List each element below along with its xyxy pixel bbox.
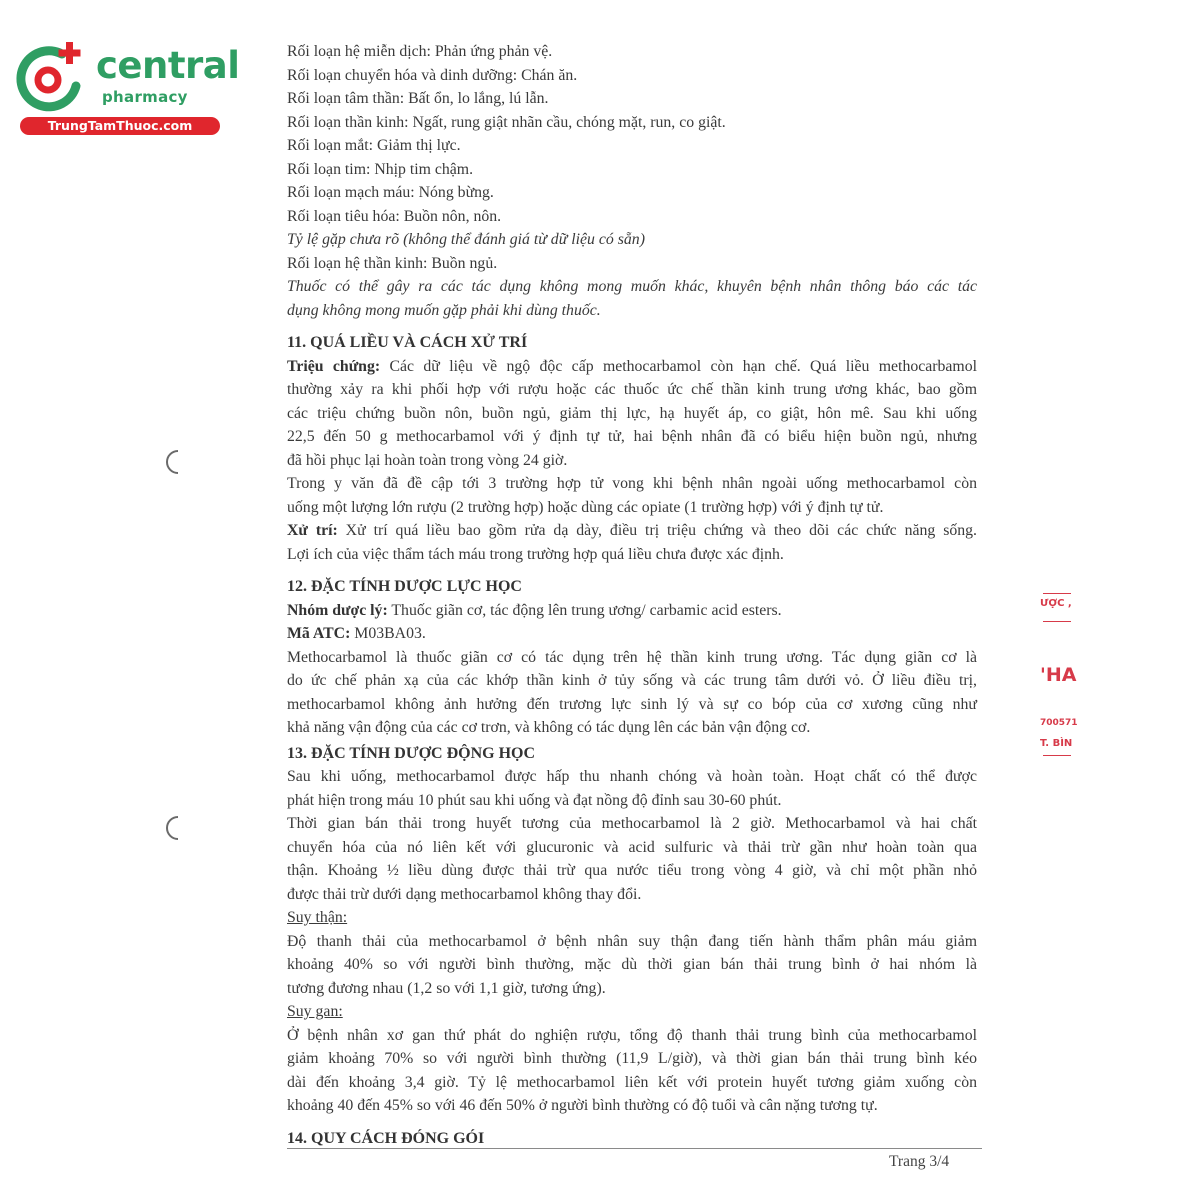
text-line: dài đến khoảng 3,4 giờ. Tỷ lệ methocarbamol liên kết với protein huyết tương giảm xuống còn	[287, 1073, 977, 1091]
punch-hole-mark-icon	[160, 814, 182, 842]
text-line: methocarbamol không ảnh hưởng đến trương lực sinh lý và sự co bóp của cơ xương cũng như	[287, 695, 977, 713]
subheading-renal-impairment: Suy thận:	[287, 909, 348, 926]
subheading-hepatic-impairment: Suy gan:	[287, 1003, 343, 1020]
text-line: Rối loạn tiêu hóa: Buồn nôn, nôn.	[287, 207, 502, 225]
text-line: Ở bệnh nhân xơ gan thứ phát do nghiện rượu, tổng độ thanh thải trung bình của methocarbamol	[287, 1026, 977, 1044]
stamp-fragment: 'HA	[1040, 664, 1077, 686]
text-line: Độ thanh thải của methocarbamol ở bệnh nhân suy thận đang tiến hành thẩm phân máu giảm	[287, 932, 977, 950]
text-line-italic: dụng không mong muốn gặp phải khi dùng thuốc.	[287, 301, 601, 319]
section-heading-overdose: 11. QUÁ LIỀU VÀ CÁCH XỬ TRÍ	[287, 334, 528, 351]
brand-logo	[10, 38, 240, 138]
text-line: Methocarbamol là thuốc giãn cơ có tác dụng trên hệ thần kinh trung ương. Tác dụng giãn cơ là	[287, 648, 977, 666]
label-symptoms: Triệu chứng:	[287, 357, 381, 375]
text-line: uống một lượng lớn rượu (2 trường hợp) hoặc dùng các opiate (1 trường hợp) với ý định tự tử.	[287, 498, 884, 516]
text-line: Rối loạn hệ miễn dịch: Phản ứng phản vệ.	[287, 43, 553, 60]
text-line: do ức chế phản xạ của các khớp thần kinh ở tủy sống và các trung tâm dưới vỏ. Ở liều điều trị,	[287, 672, 977, 689]
text-line: Xử trí: Xử trí quá liều bao gồm rửa dạ dày, điều trị triệu chứng và theo dõi các chức năng sống.	[287, 522, 977, 539]
pharmacy-cross-logo-icon	[10, 38, 90, 118]
text-line: thận. Khoảng ½ liều dùng được thải trừ qua nước tiểu trong vòng 4 giờ, và chỉ một phần nhỏ	[287, 862, 977, 879]
text-line: Rối loạn mắt: Giảm thị lực.	[287, 137, 461, 154]
text-line: tương đương nhau (1,2 so với 1,1 giờ, tương ứng).	[287, 979, 606, 997]
stamp-line	[1043, 621, 1071, 622]
text-line: Trong y văn đã đề cập tới 3 trường hợp tử vong khi bệnh nhân ngoài uống methocarbamol còn	[287, 475, 977, 492]
text-line: phát hiện trong máu 10 phút sau khi uống và đạt nồng độ đỉnh sau 30-60 phút.	[287, 791, 782, 809]
text-line: khả năng vận động của các cơ trơn, và không có tác dụng lên các bản vận động cơ.	[287, 719, 811, 736]
text-line: Thời gian bán thải trong huyết tương của methocarbamol là 2 giờ. Methocarbamol và hai chất	[287, 815, 977, 832]
text-line: được thải trừ dưới dạng methocarbamol không thay đổi.	[287, 885, 642, 903]
section-heading-pharmacodynamics: 12. ĐẶC TÍNH DƯỢC LỰC HỌC	[287, 578, 522, 595]
text-line: Rối loạn thần kinh: Ngất, rung giật nhãn cầu, chóng mặt, run, co giật.	[287, 113, 726, 131]
text-line: thường xảy ra khi phối hợp với rượu hoặc các thuốc ức chế thần kinh trung ương khác, bao gồm	[287, 381, 977, 398]
stamp-fragment: 700571	[1040, 718, 1078, 728]
text-line-italic: Tỷ lệ gặp chưa rõ (không thể đánh giá từ dữ liệu có sẵn)	[287, 231, 645, 248]
label-treatment: Xử trí:	[287, 522, 338, 539]
text-line: khoảng 40% so với người bình thường, mặc dù thời gian bán thải trung bình ở hai nhóm là	[287, 956, 977, 973]
stamp-line	[1043, 755, 1071, 756]
text-line: Rối loạn hệ thần kinh: Buồn ngủ.	[287, 254, 498, 272]
brand-name: central	[96, 44, 240, 87]
brand-url: TrungTamThuoc.com	[20, 117, 220, 135]
text-line: giảm khoảng 70% so với người bình thường (11,9 L/giờ), và thời gian bán thải trung bình kéo	[287, 1050, 977, 1067]
text-line: Mã ATC: M03BA03.	[287, 625, 426, 642]
text-line: chuyển hóa của nó liên kết với glucuronic và acid sulfuric và thải trừ gần như hoàn toàn qua	[287, 838, 977, 856]
stamp-fragment: ƯỢC ,	[1040, 598, 1072, 609]
punch-hole-mark-icon	[160, 448, 182, 476]
text-line: Sau khi uống, methocarbamol được hấp thu nhanh chóng và hoàn toàn. Hoạt chất có thể được	[287, 768, 977, 785]
document-body	[287, 40, 977, 1150]
text-line: Rối loạn chuyển hóa và dinh dưỡng: Chán ăn.	[287, 66, 578, 84]
text-line: Rối loạn tâm thần: Bất ổn, lo lắng, lú lẫn.	[287, 90, 549, 107]
text-line: đã hồi phục lại hoàn toàn trong vòng 24 giờ.	[287, 451, 568, 469]
stamp-line	[1043, 593, 1071, 594]
text-line: Nhóm dược lý: Thuốc giãn cơ, tác động lên trung ương/ carbamic acid esters.	[287, 601, 782, 619]
section-heading-pharmacokinetics: 13. ĐẶC TÍNH DƯỢC ĐỘNG HỌC	[287, 744, 536, 762]
brand-subtitle: pharmacy	[102, 88, 188, 106]
footer-divider	[287, 1148, 982, 1149]
stamp-fragment: T. BÌN	[1040, 738, 1073, 749]
page-number: Trang 3/4	[889, 1153, 950, 1170]
text-line: Rối loạn tim: Nhịp tim chậm.	[287, 160, 474, 178]
text-line: 22,5 đến 50 g methocarbamol với ý định tự tử, hai bệnh nhân đã có biểu hiện buồn ngủ, nhưng	[287, 428, 977, 445]
text-line: các triệu chứng buồn nôn, buồn ngủ, giảm thị lực, hạ huyết áp, co giật, hôn mê. Sau khi uống	[287, 404, 977, 422]
text-line: khoảng 40 đến 45% so với 46 đến 50% ở người bình thường có độ tuổi và cân nặng tương tự.	[287, 1097, 878, 1114]
text-line: Lợi ích của việc thẩm tách máu trong trường hợp quá liều chưa được xác định.	[287, 545, 784, 563]
text-line: Triệu chứng: Các dữ liệu về ngộ độc cấp methocarbamol còn hạn chế. Quá liều methocarbamol	[287, 357, 978, 375]
label-pharmacologic-group: Nhóm dược lý:	[287, 601, 388, 619]
label-atc-code: Mã ATC:	[287, 625, 351, 642]
text-line-italic: Thuốc có thể gây ra các tác dụng không mong muốn khác, khuyên bệnh nhân thông báo các tác	[287, 278, 977, 295]
text-line: Rối loạn mạch máu: Nóng bừng.	[287, 184, 494, 201]
section-heading-packaging: 14. QUY CÁCH ĐÓNG GÓI	[287, 1129, 485, 1147]
